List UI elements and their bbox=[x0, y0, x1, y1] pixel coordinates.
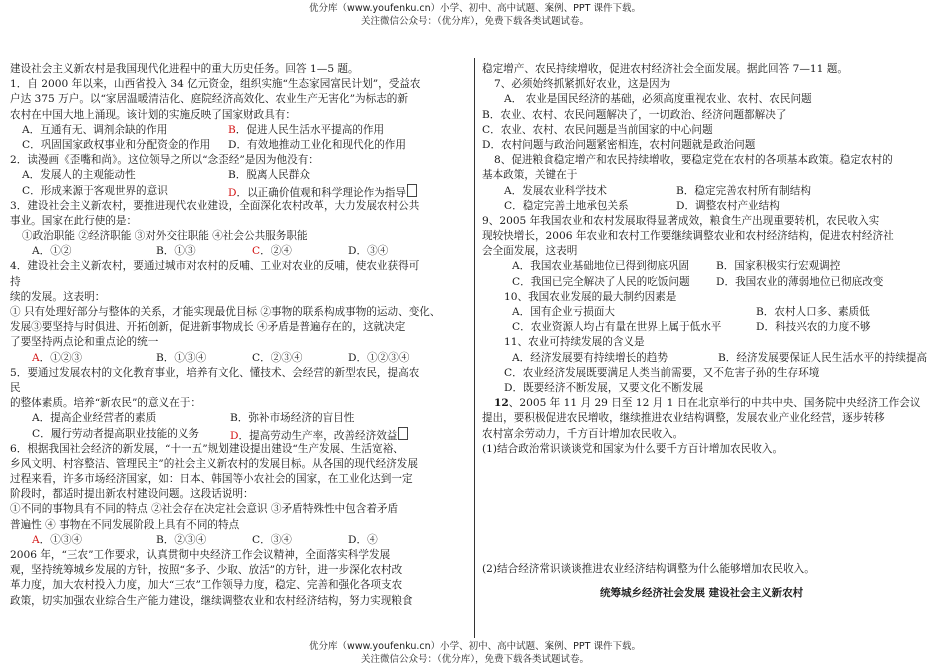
option-row bbox=[482, 305, 934, 320]
question-stem: 的整体素质。培养“新农民”的意义在于： bbox=[10, 397, 201, 410]
left-column bbox=[10, 62, 462, 609]
option-row bbox=[10, 184, 462, 199]
option-a: A．国有企业亏损面大 bbox=[512, 306, 615, 318]
question-10 bbox=[482, 290, 934, 336]
question-stem: 5．要通过发展农村的文化教育事业，培养有文化、懂技术、会经营的新型农民，提高农 bbox=[10, 366, 420, 379]
option-d: D．我国农业的薄弱地位已彻底改变 bbox=[716, 275, 884, 288]
option-d: D．既要经济不断发展，又要文化不断发展 bbox=[504, 381, 704, 394]
option-row bbox=[10, 168, 462, 183]
question-7 bbox=[482, 77, 934, 153]
option-b: B．农业、农村、农民问题解决了，一切政治、经济问题都解决了 bbox=[482, 108, 787, 121]
option-c: C．农业、农村、农民问题是当前国家的中心问题 bbox=[482, 123, 713, 136]
question-stem: 阶段时，都适时提出新农村建设问题。这段话说明： bbox=[10, 488, 254, 501]
option-c: C．稳定完善土地承包关系 bbox=[504, 199, 629, 212]
question-stem: 农村在中国大地上涌现。该计划的实施反映了国家财政具有： bbox=[10, 108, 297, 121]
option-c: C．履行劳动者提高职业技能的义务 bbox=[32, 427, 200, 440]
option-a: A．发展人的主观能动性 bbox=[22, 169, 136, 182]
question-8 bbox=[482, 153, 934, 214]
question-stem: 4．建设社会主义新农村，要通过城市对农村的反哺、工业对农业的反哺，使农业获得可 bbox=[10, 260, 420, 273]
option-row bbox=[482, 351, 934, 366]
question-1 bbox=[10, 77, 462, 153]
answer-letter: A bbox=[32, 533, 40, 546]
answer-letter: D bbox=[230, 429, 239, 442]
question-stem: 2．读漫画《歪嘴和尚》。这位领导之所以“念歪经”是因为他没有： bbox=[10, 154, 319, 167]
question-9 bbox=[482, 214, 934, 290]
option-b: B．经济发展要保证人民生活水平的持续提高 bbox=[718, 351, 928, 364]
passage-line: 政策，切实加强农业综合生产能力建设，继续调整农业和农村经济结构，努力实现粮食 bbox=[10, 594, 413, 607]
option-row bbox=[10, 351, 462, 366]
passage-line: 革力度，加大农村投入力度，加大“三农”工作领导力度，稳定、完善和强化各项支农 bbox=[10, 579, 403, 592]
option-c: C．我国已完全解决了人民的吃饭问题 bbox=[512, 275, 690, 288]
question-stem: 事业。国家在此行使的是： bbox=[10, 214, 138, 227]
header-banner bbox=[0, 2, 950, 28]
option-a: A．①② bbox=[32, 245, 72, 258]
option-b: B．农村人口多、素质低 bbox=[756, 306, 870, 318]
option-a: A． 农业是国民经济的基础，必须高度重视农业、农村、农民问题 bbox=[504, 93, 812, 106]
question-stem-text: 、2005 年 11 月 29 日至 12 月 1 日在北京举行的中共中央、国务院中央经济工作会议 bbox=[508, 397, 921, 410]
option-d: D．农村问题与政治问题紧密相连，农村问题就是政治问题 bbox=[482, 138, 756, 151]
option-d: D．有效地推动工业化和现代化的作用 bbox=[228, 138, 406, 151]
question-stem: 续的发展。这表明： bbox=[10, 290, 106, 303]
question-stem: 民 bbox=[10, 381, 21, 394]
option-text: ．①③④ bbox=[39, 533, 83, 546]
option-c: C．巩固国家政权事业和分配资金的作用 bbox=[22, 138, 211, 151]
column-divider bbox=[474, 58, 475, 638]
question-stem: 9、2005 年我国农业和农村发展取得显著成效，粮食生产出现重要转机，农民收入实 bbox=[482, 214, 880, 227]
intro-text: 建设社会主义新农村是我国现代化进程中的重大历史任务。回答 1—5 题。 bbox=[10, 63, 359, 75]
option-row bbox=[482, 320, 934, 335]
question-stem: 7、必须始终抓紧抓好农业，这是因为 bbox=[494, 78, 671, 91]
passage-line: 稳定增产、农民持续增收，促进农村经济社会全面发展。据此回答 7—11 题。 bbox=[482, 63, 848, 75]
option-b: B．②③④ bbox=[156, 533, 207, 546]
option-row bbox=[10, 138, 462, 153]
option-text: ．①②③ bbox=[39, 351, 83, 364]
option-c: C．③④ bbox=[252, 533, 292, 546]
option-a bbox=[32, 533, 156, 548]
question-3 bbox=[10, 199, 462, 260]
question-6 bbox=[10, 442, 462, 548]
question-11 bbox=[482, 335, 934, 396]
option-b bbox=[228, 123, 384, 138]
option-text: ．②④ bbox=[260, 245, 292, 258]
question-stem: 农村富余劳动力，千方百计增加农民收入。 bbox=[482, 427, 684, 440]
question-stem: 8、促进粮食稳定增产和农民持续增收，要稳定党在农村的各项基本政策。稳定农村的 bbox=[494, 154, 893, 167]
placeholder-box-icon bbox=[398, 427, 408, 440]
question-stem: 提出，要积极促进农民增收，继续推进农业结构调整，发展农业产业化经营，逐步转移 bbox=[482, 412, 885, 425]
question-stem: 现较快增长，2006 年农业和农村工作要继续调整农业和农村经济结构，促进农村经济社 bbox=[482, 230, 894, 243]
question-stem: 1．自 2000 年以来，山西省投入 34 亿元资金，组织实施“生态家园富民计划”，受益农 bbox=[10, 78, 421, 91]
question-stem: 了要坚持两点论和重点论的统一 bbox=[10, 336, 159, 349]
section-title: 统筹城乡经济社会发展 建设社会主义新农村 bbox=[600, 587, 804, 599]
sub-question-1: (1)结合政治常识谈谈党和国家为什么要千方百计增加农民收入。 bbox=[482, 442, 784, 455]
option-c: C．农业资源人均占有量在世界上属于低水平 bbox=[512, 321, 722, 334]
option-c: C．②③④ bbox=[252, 351, 303, 364]
passage-line: 观，坚持统筹城乡发展的方针，按照“多予、少取、放活”的方针，进一步深化农村改 bbox=[10, 564, 403, 577]
option-b: B．弥补市场经济的盲目性 bbox=[230, 412, 355, 425]
question-number: 12 bbox=[494, 397, 509, 410]
question-stem: 3．建设社会主义新农村，要推进现代农业建设，全面深化农村改革，大力发展农村公共 bbox=[10, 199, 420, 212]
right-column bbox=[482, 62, 934, 577]
option-a bbox=[32, 351, 156, 366]
option-row bbox=[10, 427, 462, 442]
question-12 bbox=[482, 396, 934, 577]
option-d: D．科技兴农的力度不够 bbox=[756, 321, 871, 334]
option-row bbox=[482, 275, 934, 290]
option-row bbox=[10, 123, 462, 138]
question-stem: 户达 375 万户。以“家居温暖清洁化、庭院经济高效化、农业生产无害化”为标志的新 bbox=[10, 93, 408, 106]
option-a: A．互通有无、调剂余缺的作用 bbox=[22, 123, 168, 136]
option-a: A．提高企业经营者的素质 bbox=[32, 412, 157, 425]
question-stem: 持 bbox=[10, 275, 21, 288]
option-d: D．调整农村产业结构 bbox=[676, 199, 780, 212]
placeholder-box-icon bbox=[407, 184, 417, 197]
question-stem: 发展③要坚持与时俱进、开拓创新，促进新事物成长 ④矛盾是普遍存在的，这就决定 bbox=[10, 321, 406, 334]
question-items: ①政治职能 ②经济职能 ③对外交往职能 ④社会公共服务职能 bbox=[22, 230, 308, 243]
option-row bbox=[10, 533, 462, 548]
option-d: D．①②③④ bbox=[348, 351, 410, 364]
question-stem: 11、农业可持续发展的含义是 bbox=[504, 336, 645, 349]
answer-letter: B bbox=[228, 123, 236, 136]
option-d bbox=[228, 184, 417, 199]
option-a: A．我国农业基础地位已得到彻底巩固 bbox=[512, 260, 690, 273]
option-row bbox=[10, 244, 462, 259]
question-stem: 10、我国农业发展的最大制约因素是 bbox=[504, 290, 677, 303]
passage-line: 2006 年，“三农”工作要求，认真贯彻中央经济工作会议精神，全面落实科学发展 bbox=[10, 549, 391, 561]
question-stem: ①不同的事物具有不同的特点 ②社会存在决定社会意识 ③矛盾特殊性中包含着矛盾 bbox=[10, 503, 399, 516]
option-b: B．脱离人民群众 bbox=[228, 169, 310, 182]
header-banner-line1: 优分库（www.youfenku.cn）小学、初中、高中试题、案例、PPT 课件下载。 bbox=[309, 3, 641, 14]
footer-banner bbox=[0, 640, 950, 666]
reading-passage bbox=[10, 548, 462, 609]
question-stem: 普遍性 ④ 事物在不同发展阶段上具有不同的特点 bbox=[10, 518, 240, 531]
option-c bbox=[252, 244, 348, 259]
option-a: A．经济发展要有持续增长的趋势 bbox=[512, 351, 668, 364]
question-stem: 会全面发展，这表明 bbox=[482, 245, 578, 258]
question-stem: 乡风文明、村容整洁、管理民主”的社会主义新农村的发展目标。从各国的现代经济发展 bbox=[10, 457, 418, 470]
answer-space bbox=[482, 457, 934, 517]
option-c: C．形成来源于客观世界的意识 bbox=[22, 184, 168, 197]
option-row bbox=[482, 199, 934, 214]
footer-banner-line2: 关注微信公众号：（优分库），免费下载各类试题试卷。 bbox=[360, 654, 589, 665]
option-text: ．以正确价值观和科学理论作为指导 bbox=[236, 186, 406, 199]
header-banner-line2: 关注微信公众号：（优分库），免费下载各类试题试卷。 bbox=[360, 16, 589, 27]
option-b: B．①③ bbox=[156, 245, 196, 258]
sub-question-2: (2)结合经济常识谈谈推进农业经济结构调整为什么能够增加农民收入。 bbox=[482, 562, 815, 575]
question-5 bbox=[10, 366, 462, 442]
question-stem: ① 只有处理好部分与整体的关系，才能实现最优目标 ②事物的联系构成事物的运动、变化、 bbox=[10, 306, 441, 318]
option-b: B．国家积极实行宏观调控 bbox=[716, 260, 841, 273]
option-d: D．③④ bbox=[348, 245, 389, 258]
question-stem bbox=[482, 396, 934, 411]
question-stem: 6．根据我国社会经济的新发展，“十一五”规划建设提出建设“生产发展、生活宽裕、 bbox=[10, 442, 404, 455]
option-b: B．稳定完善农村所有制结构 bbox=[676, 184, 811, 197]
option-row bbox=[10, 411, 462, 426]
question-4 bbox=[10, 259, 462, 365]
answer-letter: A bbox=[32, 351, 40, 364]
option-d: D．④ bbox=[348, 533, 378, 546]
question-stem: 过程来看，许多市场经济国家，如：日本、韩国等小农社会的国家，在工业化达到一定 bbox=[10, 473, 413, 486]
answer-letter: D bbox=[228, 186, 237, 199]
option-d bbox=[230, 427, 408, 442]
option-a: A．发展农业科学技术 bbox=[504, 184, 607, 197]
answer-space bbox=[482, 517, 934, 562]
footer-banner-line1: 优分库（www.youfenku.cn）小学、初中、高中试题、案例、PPT 课件下载。 bbox=[309, 641, 641, 652]
option-b: B．①③④ bbox=[156, 351, 207, 364]
question-stem: 基本政策，关键在于 bbox=[482, 169, 578, 182]
option-c: C．农业经济发展既要满足人类当前需要，又不危害子孙的生存环境 bbox=[504, 366, 820, 379]
option-text: ．提高劳动生产率，改善经济效益 bbox=[238, 429, 398, 442]
option-row bbox=[482, 259, 934, 274]
option-text: ．促进人民生活水平提高的作用 bbox=[235, 123, 385, 136]
answer-letter: C bbox=[252, 245, 261, 258]
option-row bbox=[482, 184, 934, 199]
question-2 bbox=[10, 153, 462, 199]
